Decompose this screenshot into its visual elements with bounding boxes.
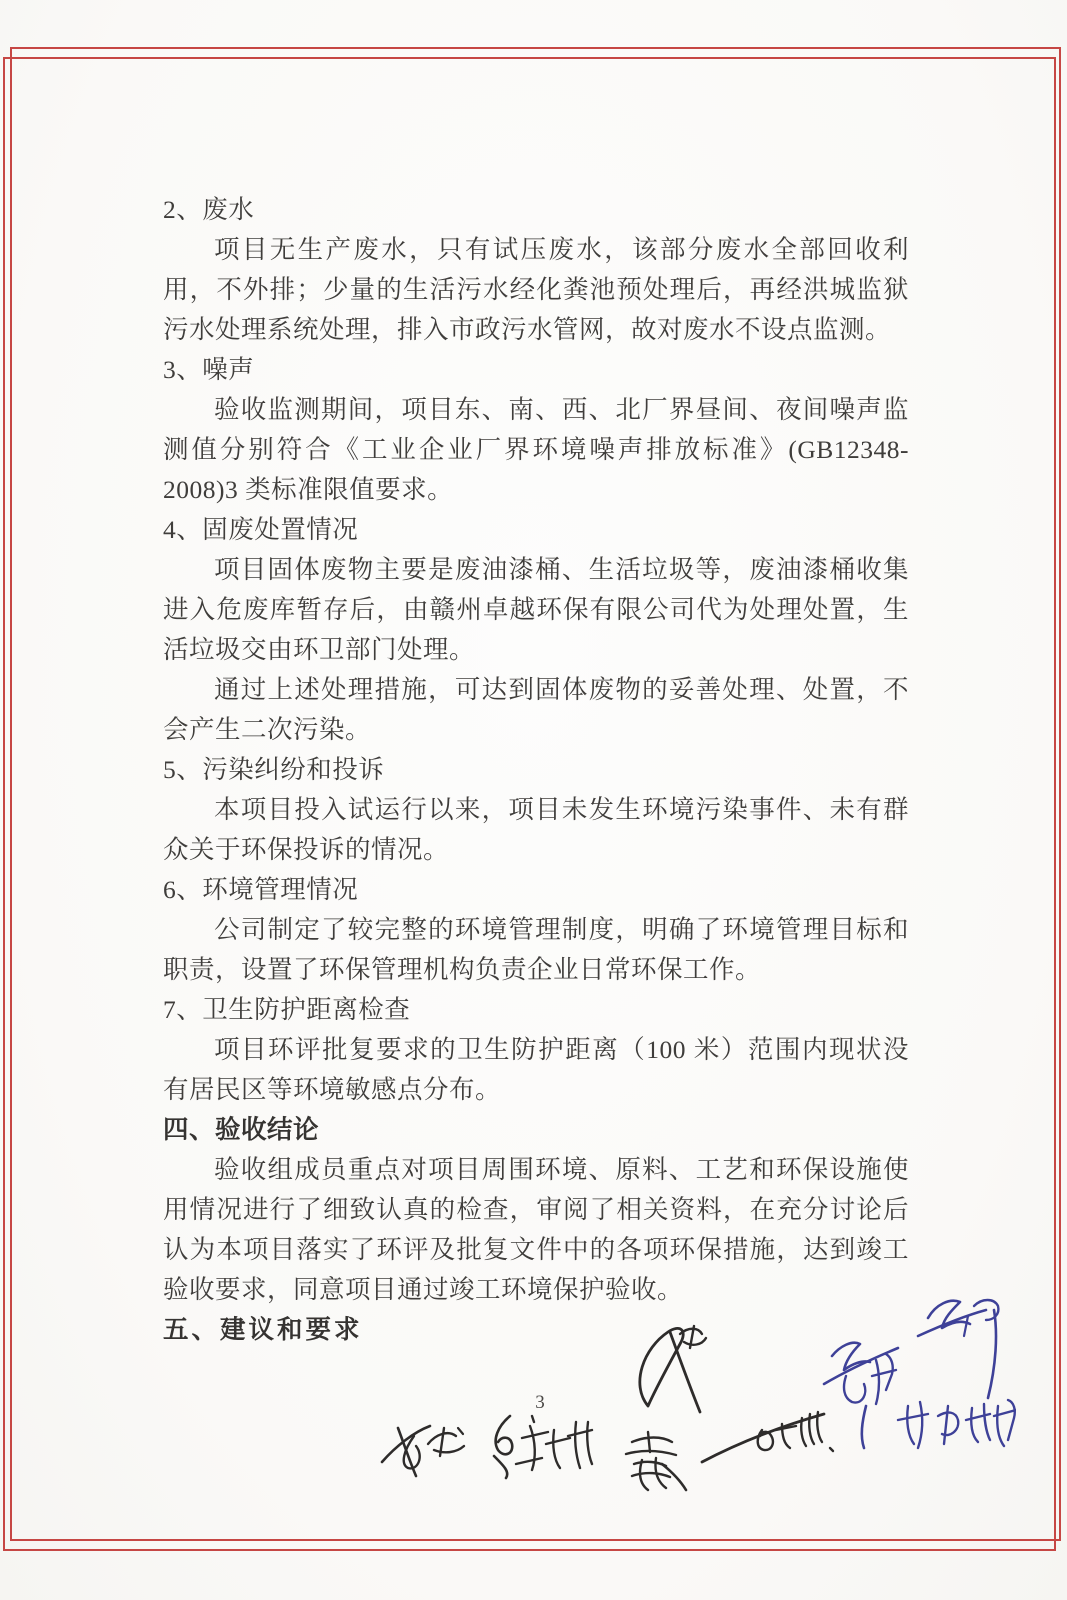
signature-5 [698, 1406, 840, 1468]
paragraph-noise: 验收监测期间，项目东、南、西、北厂界昼间、夜间噪声监测值分别符合《工业企业厂界环境噪声排放标准》(GB12348-2008)3 类标准限值要求。 [163, 395, 909, 504]
page-number: 3 [535, 1392, 545, 1413]
subheading-complaints: 5、污染纠纷和投诉 [163, 755, 385, 784]
signature-4 [618, 1428, 690, 1494]
document-body [163, 190, 909, 1350]
paragraph-wastewater: 项目无生产废水，只有试压废水，该部分废水全部回收利用，不外排；少量的生活污水经化粪池预处理后，再经洪城监狱污水处理系统处理，排入市政污水管网，故对废水不设点监测。 [163, 235, 909, 344]
heading-suggestions: 五、建议和要求 [163, 1315, 363, 1344]
signature-8 [894, 1384, 1016, 1454]
subheading-sanitary-distance: 7、卫生防护距离检查 [163, 995, 411, 1024]
signature-6 [820, 1336, 904, 1450]
subheading-noise: 3、噪声 [163, 355, 255, 384]
paragraph-solid-waste-2: 通过上述处理措施，可达到固体废物的妥善处理、处置，不会产生二次污染。 [163, 675, 909, 744]
paragraph-conclusion: 验收组成员重点对项目周围环境、原料、工艺和环保设施使用情况进行了细致认真的检查，审阅了相关资料，在充分讨论后认为本项目落实了环评及批复文件中的各项环保措施，达到竣工验收要求，同意项目通过竣工环境保护验收。 [163, 1155, 909, 1304]
heading-acceptance-conclusion: 四、验收结论 [163, 1115, 320, 1144]
signature-7 [910, 1292, 1006, 1402]
paragraph-complaints: 本项目投入试运行以来，项目未发生环境污染事件、未有群众关于环保投诉的情况。 [163, 795, 909, 864]
paragraph-sanitary-distance: 项目环评批复要求的卫生防护距离（100 米）范围内现状没有居民区等环境敏感点分布。 [163, 1035, 909, 1104]
signature-1 [378, 1416, 468, 1482]
subheading-env-management: 6、环境管理情况 [163, 875, 359, 904]
signature-2 [484, 1408, 598, 1480]
subheading-solid-waste: 4、固废处置情况 [163, 515, 359, 544]
subheading-wastewater: 2、废水 [163, 195, 255, 224]
paragraph-solid-waste-1: 项目固体废物主要是废油漆桶、生活垃圾等，废油漆桶收集进入危废库暂存后，由赣州卓越环保有限公司代为处理处置，生活垃圾交由环卫部门处理。 [163, 555, 909, 664]
paragraph-env-management: 公司制定了较完整的环境管理制度，明确了环境管理目标和职责，设置了环保管理机构负责企业日常环保工作。 [163, 915, 909, 984]
